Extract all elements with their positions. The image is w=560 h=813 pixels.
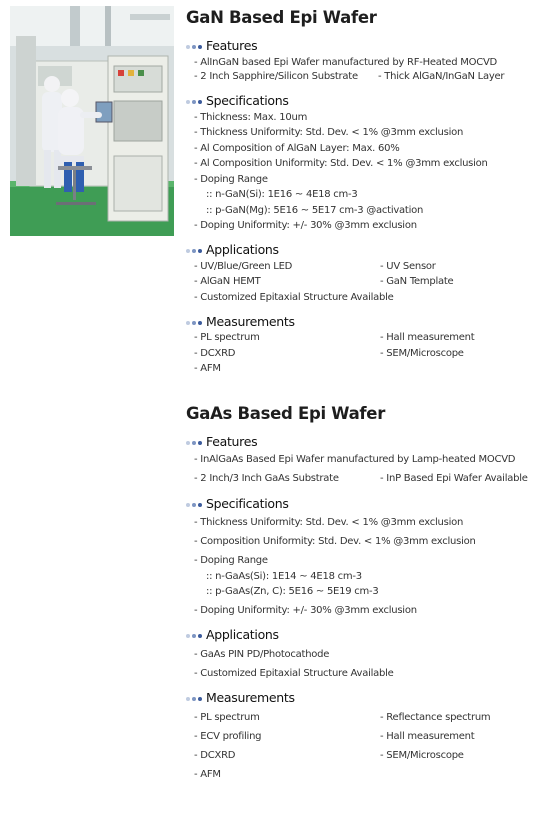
bullet-dots-icon — [186, 435, 204, 451]
gan-specifications-heading: Specifications — [186, 93, 289, 110]
gan-measurement-item: - SEM/Microscope — [380, 348, 464, 359]
gaas-spec-line: - Doping Range — [194, 555, 268, 566]
bullet-dots-icon — [186, 315, 204, 331]
gaas-feature-line: - InP Based Epi Wafer Available — [380, 473, 528, 484]
gaas-measurement-item: - Reflectance spectrum — [380, 712, 491, 723]
gan-spec-line: - Thickness Uniformity: Std. Dev. < 1% @3mm exclusion — [194, 127, 464, 138]
gan-feature-line: - AlInGaN based Epi Wafer manufactured by RF-Heated MOCVD — [194, 57, 498, 68]
gaas-measurement-item: - PL spectrum — [194, 712, 260, 723]
gaas-applications-heading: Applications — [186, 627, 279, 644]
gan-measurements-heading: Measurements — [186, 314, 295, 331]
gan-spec-line: - Al Composition of AlGaN Layer: Max. 60% — [194, 143, 400, 154]
gaas-spec-subline: :: n-GaAs(Si): 1E14 ~ 4E18 cm-3 — [206, 571, 362, 582]
gan-spec-line: - Thickness: Max. 10um — [194, 112, 308, 123]
cleanroom-illustration — [10, 6, 174, 236]
gaas-spec-line: - Thickness Uniformity: Std. Dev. < 1% @3mm exclusion — [194, 517, 464, 528]
gan-spec-line: - Al Composition Uniformity: Std. Dev. < 1% @3mm exclusion — [194, 158, 488, 169]
gan-applications-heading: Applications — [186, 242, 279, 259]
gan-spec-line: - Doping Uniformity: +/- 30% @3mm exclusion — [194, 220, 417, 231]
gan-section — [186, 8, 556, 388]
bullet-dots-icon — [186, 691, 204, 707]
gan-application-item: - Customized Epitaxial Structure Available — [194, 292, 394, 303]
gan-spec-line: - Doping Range — [194, 174, 268, 185]
bullet-dots-icon — [186, 243, 204, 259]
gaas-measurement-item: - DCXRD — [194, 750, 236, 761]
gaas-application-item: - Customized Epitaxial Structure Available — [194, 668, 394, 679]
gan-application-item: - UV/Blue/Green LED — [194, 261, 293, 272]
gaas-measurement-item: - Hall measurement — [380, 731, 475, 742]
gaas-feature-line: - 2 Inch/3 Inch GaAs Substrate — [194, 473, 339, 484]
gan-measurement-item: - AFM — [194, 363, 221, 374]
gaas-application-item: - GaAs PIN PD/Photocathode — [194, 649, 330, 660]
gaas-measurements-heading: Measurements — [186, 690, 295, 707]
gan-application-item: - GaN Template — [380, 276, 454, 287]
bullet-dots-icon — [186, 39, 204, 55]
gaas-spec-line: - Doping Uniformity: +/- 30% @3mm exclusion — [194, 605, 417, 616]
bullet-dots-icon — [186, 497, 204, 513]
gaas-measurement-item: - SEM/Microscope — [380, 750, 464, 761]
gaas-spec-line: - Composition Uniformity: Std. Dev. < 1% @3mm exclusion — [194, 536, 476, 547]
gaas-feature-line: - InAlGaAs Based Epi Wafer manufactured by Lamp-heated MOCVD — [194, 454, 516, 465]
gan-measurement-item: - PL spectrum — [194, 332, 260, 343]
gaas-section — [186, 404, 556, 804]
gaas-measurement-item: - ECV profiling — [194, 731, 262, 742]
gaas-spec-subline: :: p-GaAs(Zn, C): 5E16 ~ 5E19 cm-3 — [206, 586, 379, 597]
gaas-features-heading: Features — [186, 434, 257, 451]
gan-application-item: - AlGaN HEMT — [194, 276, 261, 287]
gaas-specifications-heading: Specifications — [186, 496, 289, 513]
gan-features-heading: Features — [186, 38, 257, 55]
bullet-dots-icon — [186, 628, 204, 644]
gan-feature-line: - 2 Inch Sapphire/Silicon Substrate — [194, 71, 358, 82]
gan-application-item: - UV Sensor — [380, 261, 436, 272]
gaas-title: GaAs Based Epi Wafer — [186, 404, 386, 423]
cleanroom-photo — [10, 6, 174, 236]
gan-title: GaN Based Epi Wafer — [186, 8, 377, 27]
gan-measurement-item: - DCXRD — [194, 348, 236, 359]
gan-feature-line: - Thick AlGaN/InGaN Layer — [378, 71, 505, 82]
gan-measurement-item: - Hall measurement — [380, 332, 475, 343]
gan-spec-subline: :: n-GaN(Si): 1E16 ~ 4E18 cm-3 — [206, 189, 358, 200]
gaas-measurement-item: - AFM — [194, 769, 221, 780]
bullet-dots-icon — [186, 94, 204, 110]
gan-spec-subline: :: p-GaN(Mg): 5E16 ~ 5E17 cm-3 @activation — [206, 205, 424, 216]
